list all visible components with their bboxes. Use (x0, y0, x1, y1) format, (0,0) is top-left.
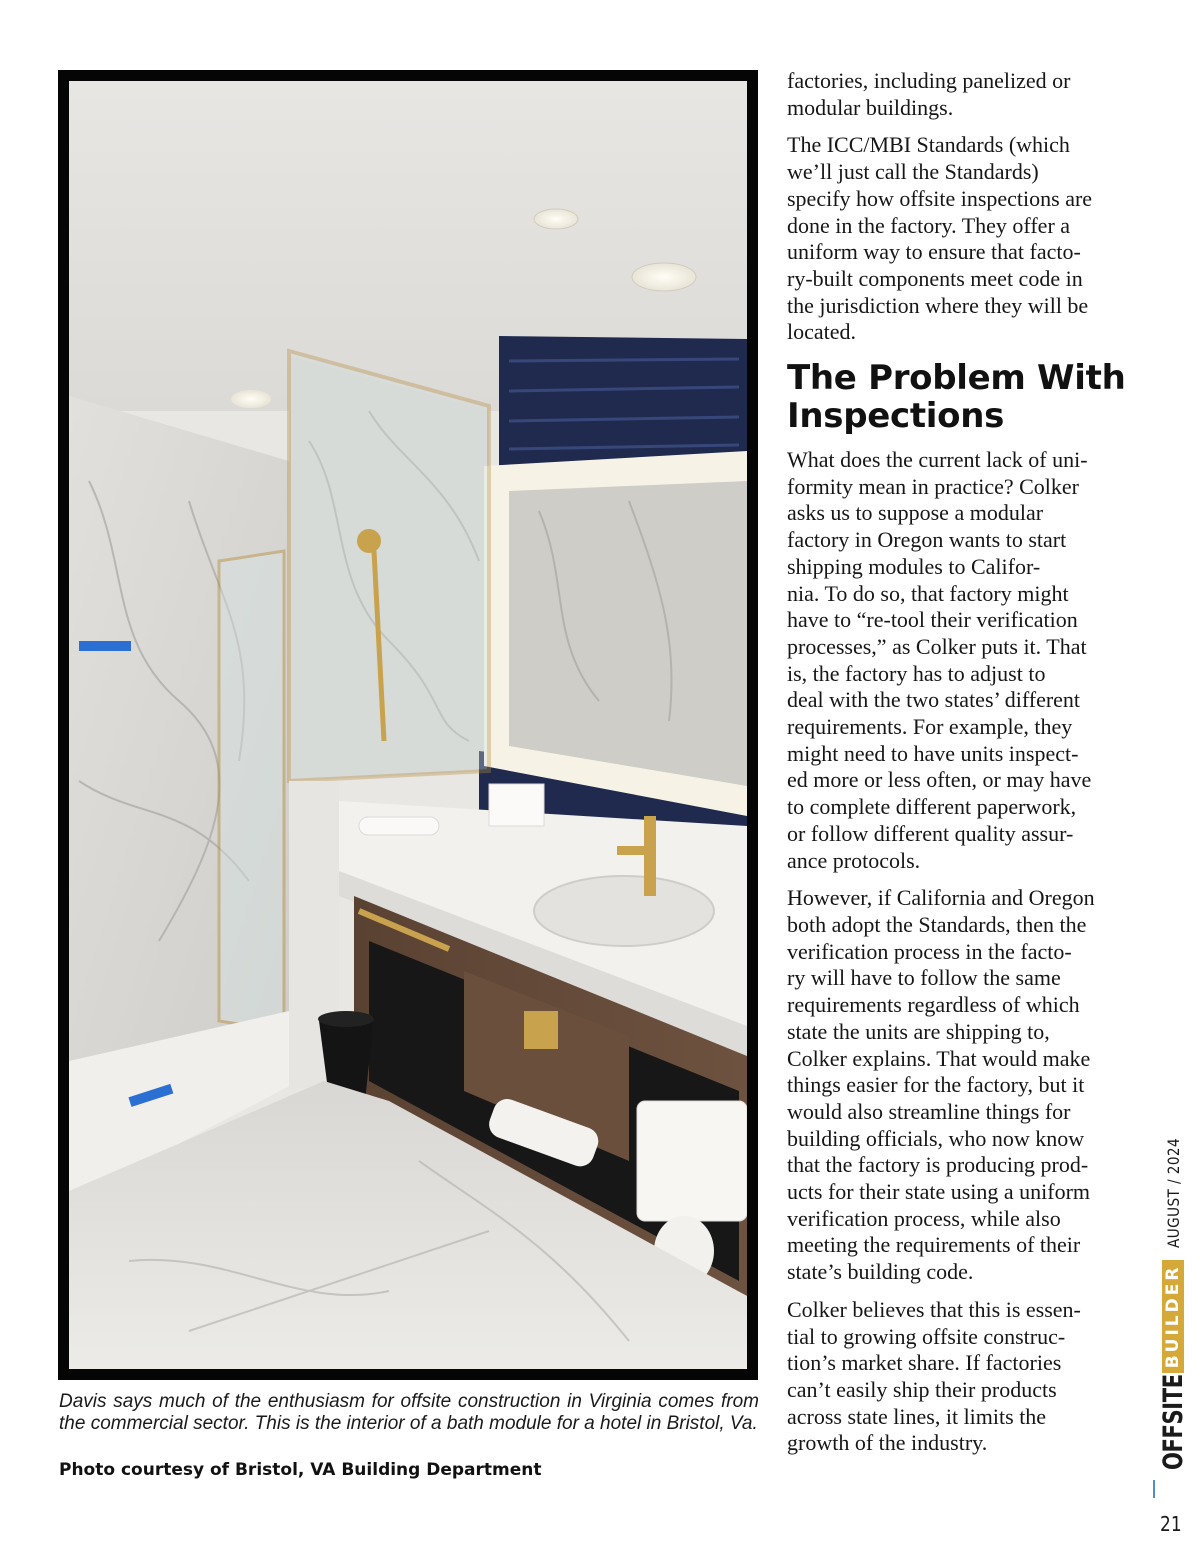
article-paragraph-5: Colker believes that this is essen- tial to growing offsite construc- tion’s market share. If factories can’t easily ship their products across state lines, it limits the growth of the industry. (787, 1296, 1081, 1456)
article-paragraph-1: factories, including panelized or modular buildings. (787, 68, 1071, 120)
bathroom-illustration (69, 81, 747, 1369)
article-paragraph-2: The ICC/MBI Standards (which we’ll just call the Standards) specify how offsite inspections are done in the factory. They offer a uniform way to ensure that facto- ry-built components meet code in the jurisdiction where they will be located. (787, 132, 1093, 345)
section-heading: The Problem With Inspections (787, 358, 1126, 437)
photo-credit: Photo courtesy of Bristol, VA Building Department (59, 1460, 542, 1480)
page-number: 21 (1160, 1512, 1182, 1536)
footer-rule (1153, 1480, 1155, 1498)
bathroom-photo-frame (58, 70, 758, 1380)
article-column (787, 68, 1129, 1468)
article-paragraph-4: However, if California and Oregon both adopt the Standards, then the verification process in the facto- ry will have to follow the same requirements regardless of which state the units are shipping to, Colker explains. That would make things easier for the factory, but it would also streamline things for building officials, who now know that the factory is producing prod- ucts for their state using a uniform verification process, while also meeting the requirements of their state’s building code. (787, 885, 1095, 1285)
photo-caption: Davis says much of the enthusiasm for offsite construction in Virginia comes from the commercial sector. This is the interior of a bath module for a hotel in Bristol, Va. (59, 1391, 759, 1434)
article-paragraph-3: What does the current lack of uni- formity mean in practice? Colker asks us to suppose a modular factory in Oregon wants to start shipping modules to Califor- nia. To do so, that factory might have to “re-tool their verification processes,” as Colker puts it. That is, the factory has to adjust to deal with the two states’ different requirements. For example, they might need to have units inspect- ed more or less often, or may have to complete different paperwork, or follow different quality assur- ance protocols. (787, 447, 1092, 873)
issue-date: AUGUST / 2024 (1163, 1137, 1183, 1248)
side-branding (1153, 1130, 1193, 1470)
brand-logo-offsite: OFFSITE (1157, 1374, 1189, 1470)
magazine-side-strip (1153, 1130, 1193, 1470)
brand-logo-builder: BUILDER (1162, 1260, 1184, 1374)
bathroom-photo (69, 81, 747, 1369)
